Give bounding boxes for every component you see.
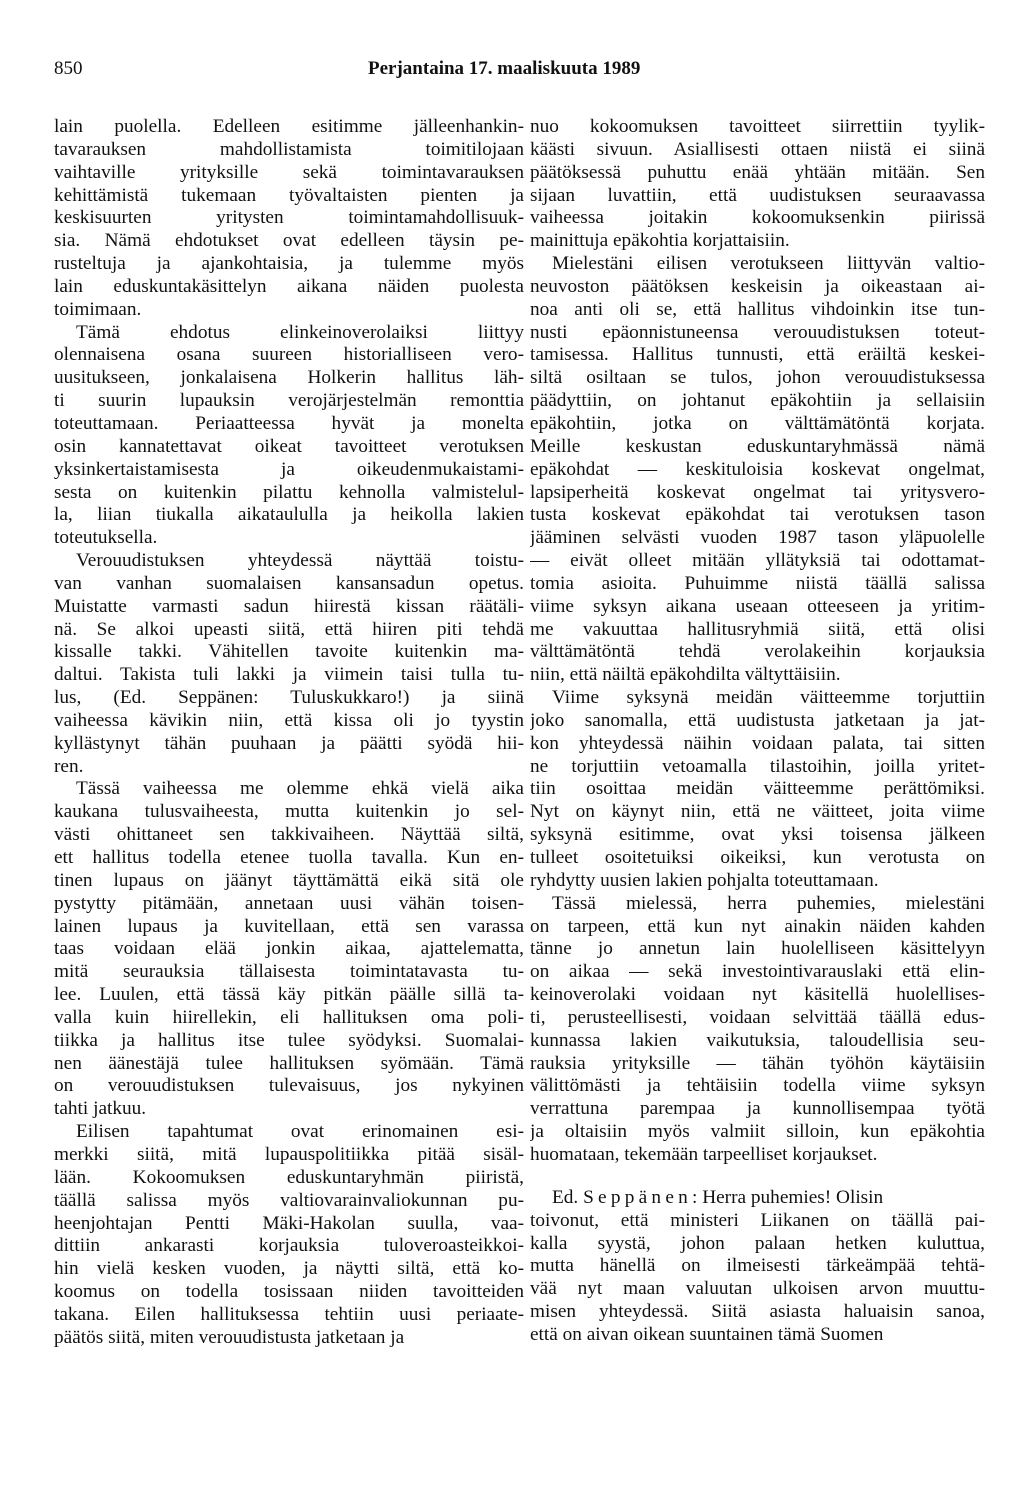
text-line: lapsiperheitä koskevat ongelmat tai yritysvero- bbox=[530, 481, 985, 503]
text-line: toimimaan. bbox=[54, 298, 142, 320]
text-line: nuo kokoomuksen tavoitteet siirrettiin tyylik- bbox=[530, 116, 985, 137]
section-gap bbox=[530, 1167, 985, 1187]
text-line: välittömästi ja tehtäisiin todella viime syksyn bbox=[530, 1075, 985, 1097]
text-line: Tässä mielessä, herra puhemies, mielestäni bbox=[552, 892, 985, 914]
text-line: lainen lupaus ja kuvitellaan, että sen varassa bbox=[54, 915, 524, 937]
text-line: rusteltuja ja ajankohtaisia, ja tulemme myös bbox=[54, 253, 524, 275]
text-line: daltui. Takista tuli lakki ja viimein taisi tulla tu- bbox=[54, 664, 524, 686]
text-line: vaiheessa joitakin kokoomuksenkin piirissä bbox=[530, 207, 985, 229]
text-line: että on aivan oikean suuntainen tämä Suomen bbox=[530, 1323, 884, 1345]
text-line: täällä salissa myös valtiovarainvaliokunnan pu- bbox=[54, 1189, 524, 1211]
speaker-suffix: : Herra puhemies! Olisin bbox=[692, 1186, 884, 1208]
text-line: kyllästynyt tähän puuhaan ja päätti syödä hii- bbox=[54, 732, 524, 754]
text-line: olennaisena osana suureen historialliseen vero- bbox=[54, 344, 524, 366]
text-line: jääminen selvästi vuoden 1987 tason yläpuolelle bbox=[530, 527, 985, 549]
running-title: Perjantaina 17. maaliskuuta 1989 bbox=[368, 58, 641, 79]
text-line: tinen lupaus on jäänyt täyttämättä eikä sitä ole bbox=[54, 869, 524, 891]
text-line: mainittuja epäkohtia korjattaisiin. bbox=[530, 230, 790, 252]
text-line: sesta on kuitenkin pilattu kehnolla valmistelul- bbox=[54, 481, 524, 503]
text-line: pystytty pitämään, annetaan uusi vähän toisen- bbox=[54, 892, 524, 914]
text-line: ti suurin lupauksin verojärjestelmän remonttia bbox=[54, 390, 524, 412]
text-line: tahti jatkuu. bbox=[54, 1098, 147, 1120]
text-line: mitä seurauksia tällaisesta toimintatavasta tu- bbox=[54, 961, 524, 983]
text-line: me vakuuttaa hallitusryhmiä siitä, että olisi bbox=[530, 618, 985, 640]
text-line: heenjohtajan Pentti Mäki-Hakolan suulla, vaa- bbox=[54, 1212, 524, 1234]
text-line: tänne jo annetun lain huolelliseen käsittelyyn bbox=[530, 938, 985, 960]
text-line: valla kuin hiirellekin, eli hallituksen oma poli- bbox=[54, 1006, 524, 1028]
left-column bbox=[54, 116, 524, 1350]
text-line: ryhdytty uusien lakien pohjalta toteuttamaan. bbox=[530, 869, 879, 891]
text-line: tiin osoittaa meidän väitteemme perättömiksi. bbox=[530, 778, 985, 800]
text-line: mutta hänellä on ilmeisesti tärkeämpää tehtä- bbox=[530, 1255, 985, 1277]
text-line: ne torjuttiin vetoamalla tilastoihin, joilla yritet- bbox=[530, 755, 985, 777]
text-line: lain puolella. Edelleen esitimme jälleenhankin- bbox=[54, 116, 524, 137]
text-line: epäkohtiin, jotka on välttämätöntä korjata. bbox=[530, 412, 985, 434]
text-line: Nyt on käynyt niin, että ne väitteet, joita viime bbox=[530, 801, 985, 823]
text-line: kehittämistä tukemaan työvaltaisten pienten ja bbox=[54, 184, 524, 206]
text-line: lain eduskuntakäsittelyn aikana näiden puolesta bbox=[54, 275, 524, 297]
text-line: nen äänestäjä tulee hallituksen syömään. Tämä bbox=[54, 1052, 524, 1074]
text-line: Tämä ehdotus elinkeinoverolaiksi liittyy bbox=[76, 321, 524, 343]
speaker-name: Seppänen bbox=[583, 1186, 693, 1208]
text-line: vaiheessa kävikin niin, että kissa oli jo tyystin bbox=[54, 709, 524, 731]
text-line: ren. bbox=[54, 755, 84, 777]
text-line: on tarpeen, että kun nyt ainakin näiden kahden bbox=[530, 915, 985, 937]
text-line: kalla syystä, johon palaan hetken kuluttua, bbox=[530, 1232, 985, 1254]
text-line: lus, (Ed. Seppänen: Tuluskukkaro!) ja siinä bbox=[54, 687, 524, 709]
text-line: kaukana tulusvaiheesta, mutta kuitenkin jo sel- bbox=[54, 801, 524, 823]
text-line: uusitukseen, jonkalaisena Holkerin hallitus läh- bbox=[54, 367, 524, 389]
text-line: noa anti oli se, että hallitus vihdoinkin itse tun- bbox=[530, 298, 985, 320]
text-line: lään. Kokoomuksen eduskuntaryhmän piiristä, bbox=[54, 1166, 524, 1188]
text-line: nä. Se alkoi upeasti siitä, että hiiren piti tehdä bbox=[54, 618, 524, 640]
text-line: sia. Nämä ehdotukset ovat edelleen täysin pe- bbox=[54, 230, 524, 252]
text-line: huomataan, tekemään tarpeelliset korjaukset. bbox=[530, 1143, 878, 1165]
speaker-intro-line bbox=[530, 1187, 985, 1210]
text-line: tamisessa. Hallitus tunnusti, että eräiltä keskei- bbox=[530, 344, 985, 366]
text-line: — eivät olleet mitään yllätyksiä tai odottamat- bbox=[530, 550, 985, 572]
text-line: osin kannatettavat oikeat tavoitteet verotuksen bbox=[54, 435, 524, 457]
text-line: kissalle takki. Vähitellen tavoite kuitenkin ma- bbox=[54, 641, 524, 663]
text-line: tavarauksen mahdollistamista toimitilojaan bbox=[54, 138, 524, 160]
text-line: ja oltaisiin myös valmiit silloin, kun epäkohtia bbox=[530, 1121, 985, 1143]
text-line: västi ohittaneet sen takkivaiheen. Näyttää siltä, bbox=[54, 824, 524, 846]
text-line: niin, että näiltä epäkohdilta vältyttäisiin. bbox=[530, 664, 841, 686]
text-line: on verouudistuksen tulevaisuus, jos nykyinen bbox=[54, 1075, 524, 1097]
text-line: toivonut, että ministeri Liikanen on täällä pai- bbox=[530, 1209, 985, 1231]
text-line: päätös siitä, miten verouudistusta jatketaan ja bbox=[54, 1326, 405, 1348]
text-line: ti, perusteellisesti, voidaan selvittää täällä edus- bbox=[530, 1006, 985, 1028]
text-line: kon yhteydessä näihin voidaan palata, tai sitten bbox=[530, 732, 985, 754]
text-line: viime syksyn aikana useaan otteeseen ja yritim- bbox=[530, 595, 985, 617]
right-column-body bbox=[530, 116, 985, 1167]
text-line: toteutuksella. bbox=[54, 527, 158, 549]
text-line: on aikaa — sekä investointivarauslaki että elin- bbox=[530, 961, 985, 983]
text-line: siltä osiltaan se tulos, johon verouudistuksessa bbox=[530, 367, 985, 389]
text-line: keskisuurten yritysten toimintamahdollisuuk- bbox=[54, 207, 524, 229]
text-line: verrattuna parempaa ja kunnollisempaa työtä bbox=[530, 1098, 985, 1120]
text-line: hin vielä kesken vuoden, ja näytti siltä, että ko- bbox=[54, 1258, 524, 1280]
text-line: vää nyt maan valuutan ulkoisen arvon muuttu- bbox=[530, 1278, 985, 1300]
text-line: takana. Eilen hallituksessa tehtiin uusi periaate- bbox=[54, 1303, 524, 1325]
speaker-body bbox=[530, 1210, 985, 1347]
text-line: Muistatte varmasti sadun hiirestä kissan räätäli- bbox=[54, 595, 524, 617]
text-line: keinoverolaki voidaan nyt käsitellä huolellises- bbox=[530, 984, 985, 1006]
text-line: joko sanomalla, että uudistusta jatketaan ja jat- bbox=[530, 709, 985, 731]
text-line: taas voidaan elää jonkin aikaa, ajattelematta, bbox=[54, 938, 524, 960]
text-line: syksynä esitimme, ovat yksi toisensa jälkeen bbox=[530, 824, 985, 846]
text-line: päätöksessä puhuttu enää yhtään mitään. Sen bbox=[530, 161, 985, 183]
right-column bbox=[530, 116, 985, 1347]
text-line: la, liian tiukalla aikataululla ja heikolla lakien bbox=[54, 504, 524, 526]
page-number: 850 bbox=[54, 58, 83, 79]
text-line: neuvoston päätöksen keskeisin ja oikeastaan ai- bbox=[530, 275, 985, 297]
text-line: Mielestäni eilisen verotukseen liittyvän valtio- bbox=[552, 253, 985, 275]
text-line: käästi sivuun. Asiallisesti ottaen niistä ei siinä bbox=[530, 138, 985, 160]
text-line: Viime syksynä meidän väitteemme torjuttiin bbox=[552, 687, 985, 709]
text-line: toteuttamaan. Periaatteessa hyvät ja monelta bbox=[54, 412, 524, 434]
text-line: yksinkertaistamisesta ja oikeudenmukaistami- bbox=[54, 458, 524, 480]
text-line: lee. Luulen, että tässä käy pitkän päälle sillä ta- bbox=[54, 984, 524, 1006]
text-line: van vanhan suomalaisen kansansadun opetus. bbox=[54, 572, 524, 594]
text-line: vaihtaville yrityksille sekä toimintavarauksen bbox=[54, 161, 524, 183]
text-line: nusti epäonnistuneensa verouudistuksen toteut- bbox=[530, 321, 985, 343]
text-line: Verouudistuksen yhteydessä näyttää toistu- bbox=[76, 550, 524, 572]
text-line: Tässä vaiheessa me olemme ehkä vielä aika bbox=[76, 778, 524, 800]
text-line: kunnassa lakien vaikutuksia, taloudellisia seu- bbox=[530, 1029, 985, 1051]
text-line: misen yhteydessä. Siitä asiasta haluaisin sanoa, bbox=[530, 1301, 985, 1323]
text-line: sijaan luvattiin, että uudistuksen seuraavassa bbox=[530, 184, 985, 206]
text-line: Meille keskustan eduskuntaryhmässä nämä bbox=[530, 435, 985, 457]
speaker-prefix: Ed. bbox=[552, 1186, 579, 1208]
text-line: tusta koskevat epäkohdat tai verotuksen tason bbox=[530, 504, 985, 526]
text-line: epäkohdat — keskituloisia koskevat ongelmat, bbox=[530, 458, 985, 480]
text-line: tulleet osoitetuiksi oikeiksi, kun verotusta on bbox=[530, 847, 985, 868]
text-line: koomus on todella tosissaan niiden tavoitteiden bbox=[54, 1281, 524, 1303]
text-line: rauksia yrityksille — tähän työhön käytäisiin bbox=[530, 1052, 985, 1074]
text-line: päädyttiin, on johtanut epäkohtiin ja sellaisiin bbox=[530, 390, 985, 412]
text-line: dittiin ankarasti korjauksia tuloveroasteikkoi- bbox=[54, 1235, 524, 1257]
text-line: ett hallitus todella etenee tuolla tavalla. Kun en- bbox=[54, 847, 524, 868]
text-line: merkki siitä, mitä lupauspolitiikka pitää sisäl- bbox=[54, 1143, 524, 1165]
text-line: välttämätöntä tehdä verolakeihin korjauksia bbox=[530, 641, 985, 663]
text-line: tomia asioita. Puhuimme niistä täällä salissa bbox=[530, 572, 985, 594]
text-line: Eilisen tapahtumat ovat erinomainen esi- bbox=[76, 1121, 524, 1143]
text-line: tiikka ja hallitus itse tulee syödyksi. Suomalai- bbox=[54, 1029, 524, 1051]
